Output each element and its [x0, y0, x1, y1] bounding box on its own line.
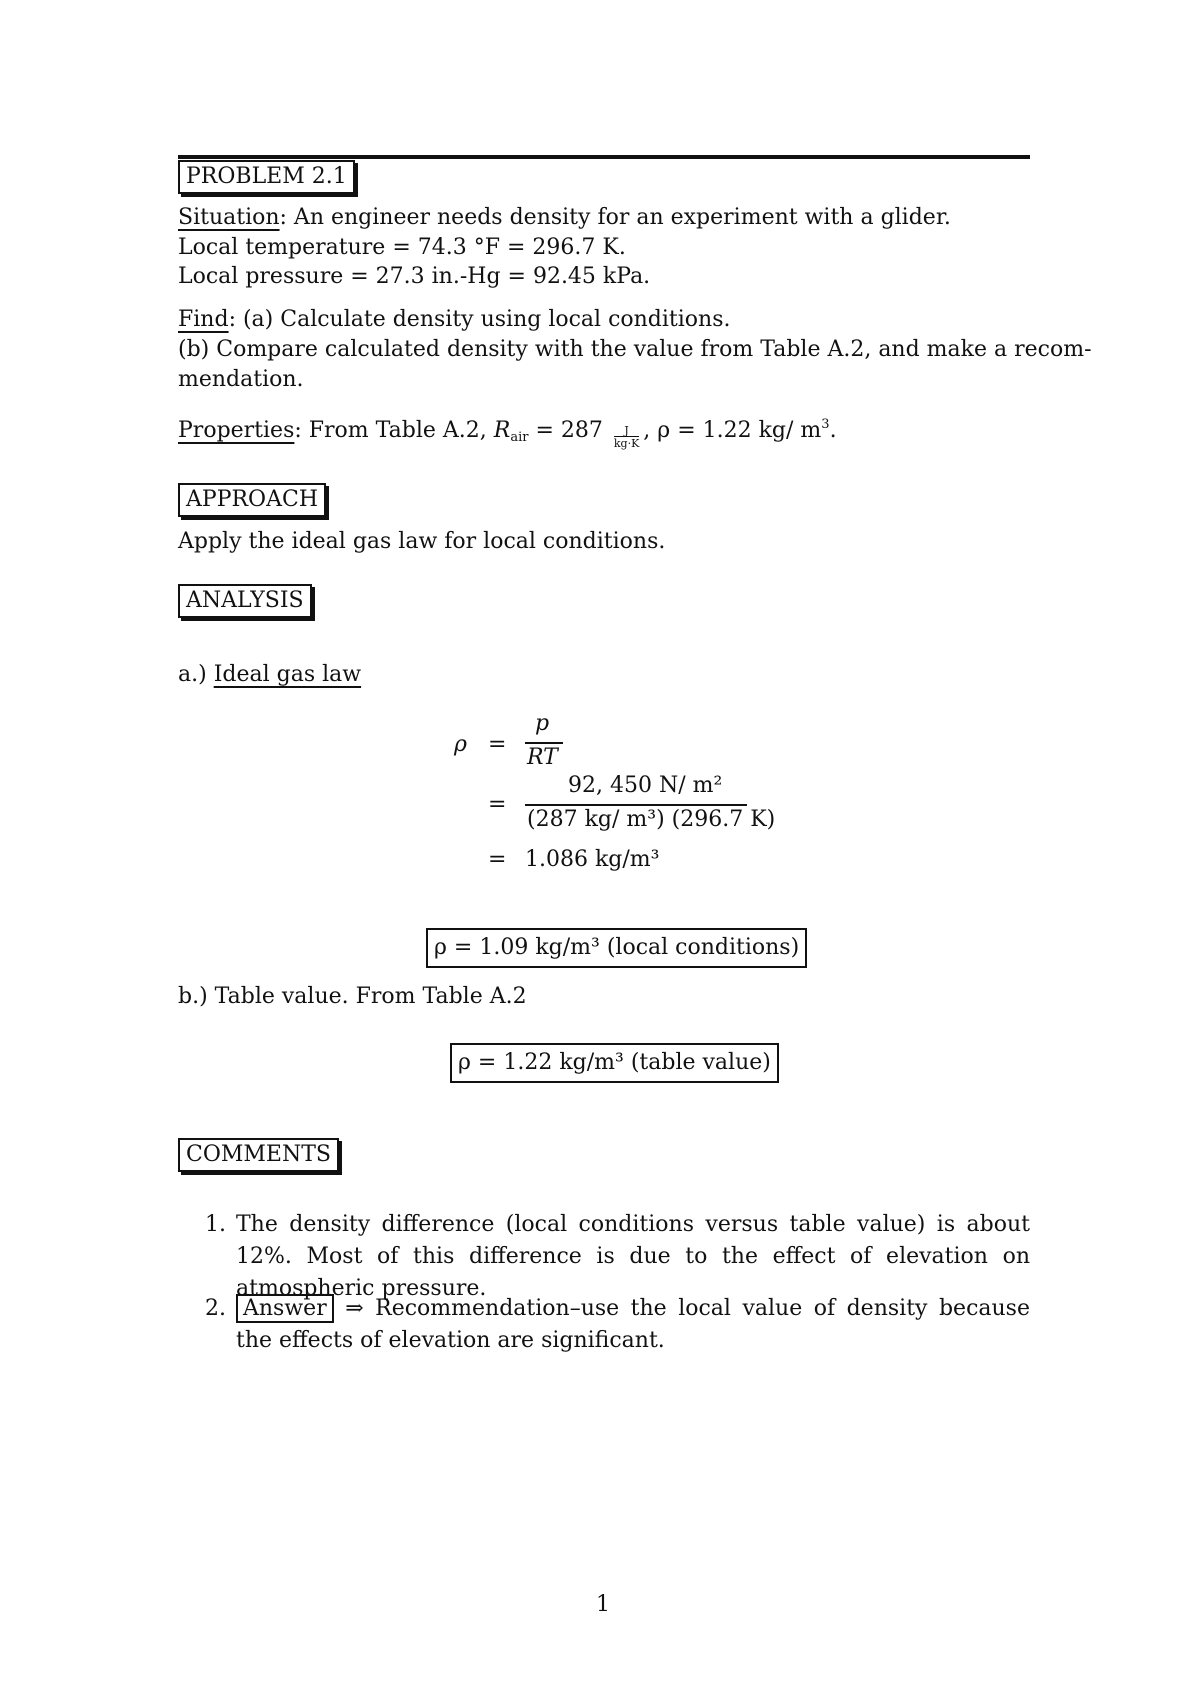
temperature-line: Local temperature = 74.3 °F = 296.7 K. — [178, 235, 626, 260]
frac2-denominator: (287 kg/ m³) (296.7 K) — [527, 807, 776, 832]
page-number: 1 — [596, 1592, 610, 1617]
situation-line — [178, 203, 951, 233]
answer-tag: Answer — [236, 1294, 334, 1323]
properties-text-before: : From Table A.2, — [294, 418, 494, 443]
part-a-line — [178, 660, 361, 690]
unit-denominator: kg·K — [613, 437, 640, 450]
rho-symbol: ρ — [454, 732, 467, 757]
equals-2: = — [488, 792, 507, 817]
approach-text: Apply the ideal gas law for local conditions. — [178, 529, 666, 554]
r-symbol: R — [493, 418, 511, 443]
pressure-line: Local pressure = 27.3 in.-Hg = 92.45 kPa. — [178, 264, 651, 289]
r-subscript: air — [510, 430, 529, 445]
find-part-a: : (a) Calculate density using local conditions. — [228, 307, 731, 332]
problem-heading: PROBLEM 2.1 — [178, 160, 355, 194]
unit-fraction — [614, 425, 639, 449]
comment-1-text: The density difference (local conditions versus table value) is about 12%. Most of this difference is due to the effect of elevation on atmospheric pressure. — [236, 1212, 1030, 1301]
part-b-line: b.) Table value. From Table A.2 — [178, 984, 527, 1009]
approach-heading: APPROACH — [178, 483, 326, 517]
properties-text-after: , ρ = 1.22 kg/ m — [643, 418, 822, 443]
frac1-numerator: p — [535, 711, 550, 736]
part-a-label: Ideal gas law — [213, 662, 362, 687]
r-value: = 287 — [528, 418, 610, 443]
comment-2-text-block — [236, 1293, 1030, 1357]
comment-2-number: 2. — [205, 1296, 226, 1321]
find-part-b-line2: mendation. — [178, 367, 304, 392]
find-line — [178, 305, 731, 335]
properties-line — [178, 410, 837, 453]
properties-end: . — [829, 418, 837, 443]
top-rule — [178, 155, 1030, 159]
comments-heading: COMMENTS — [178, 1138, 339, 1172]
answer-local-box: ρ = 1.09 kg/m³ (local conditions) — [426, 928, 807, 968]
frac1-denominator: RT — [527, 745, 558, 770]
comment-2-text: ⇒ Recommendation–use the local value of density because the effects of elevation are significant. — [236, 1296, 1030, 1353]
density-result: 1.086 kg/m³ — [525, 847, 660, 872]
situation-text: : An engineer needs density for an experiment with a glider. — [279, 205, 951, 230]
analysis-heading: ANALYSIS — [178, 584, 312, 618]
part-a-prefix: a.) — [178, 662, 214, 687]
unit-numerator: J — [624, 424, 629, 437]
equals-3: = — [488, 847, 507, 872]
find-label: Find — [178, 307, 229, 332]
find-part-b-line1: (b) Compare calculated density with the value from Table A.2, and make a recom- — [178, 337, 1092, 362]
frac2-numerator: 92, 450 N/ m² — [568, 773, 723, 798]
equals-1: = — [488, 732, 507, 757]
comment-1-number: 1. — [205, 1212, 226, 1237]
answer-table-box: ρ = 1.22 kg/m³ (table value) — [450, 1043, 779, 1083]
properties-exponent: 3 — [821, 417, 830, 432]
situation-label: Situation — [178, 205, 280, 230]
properties-label: Properties — [178, 418, 295, 443]
